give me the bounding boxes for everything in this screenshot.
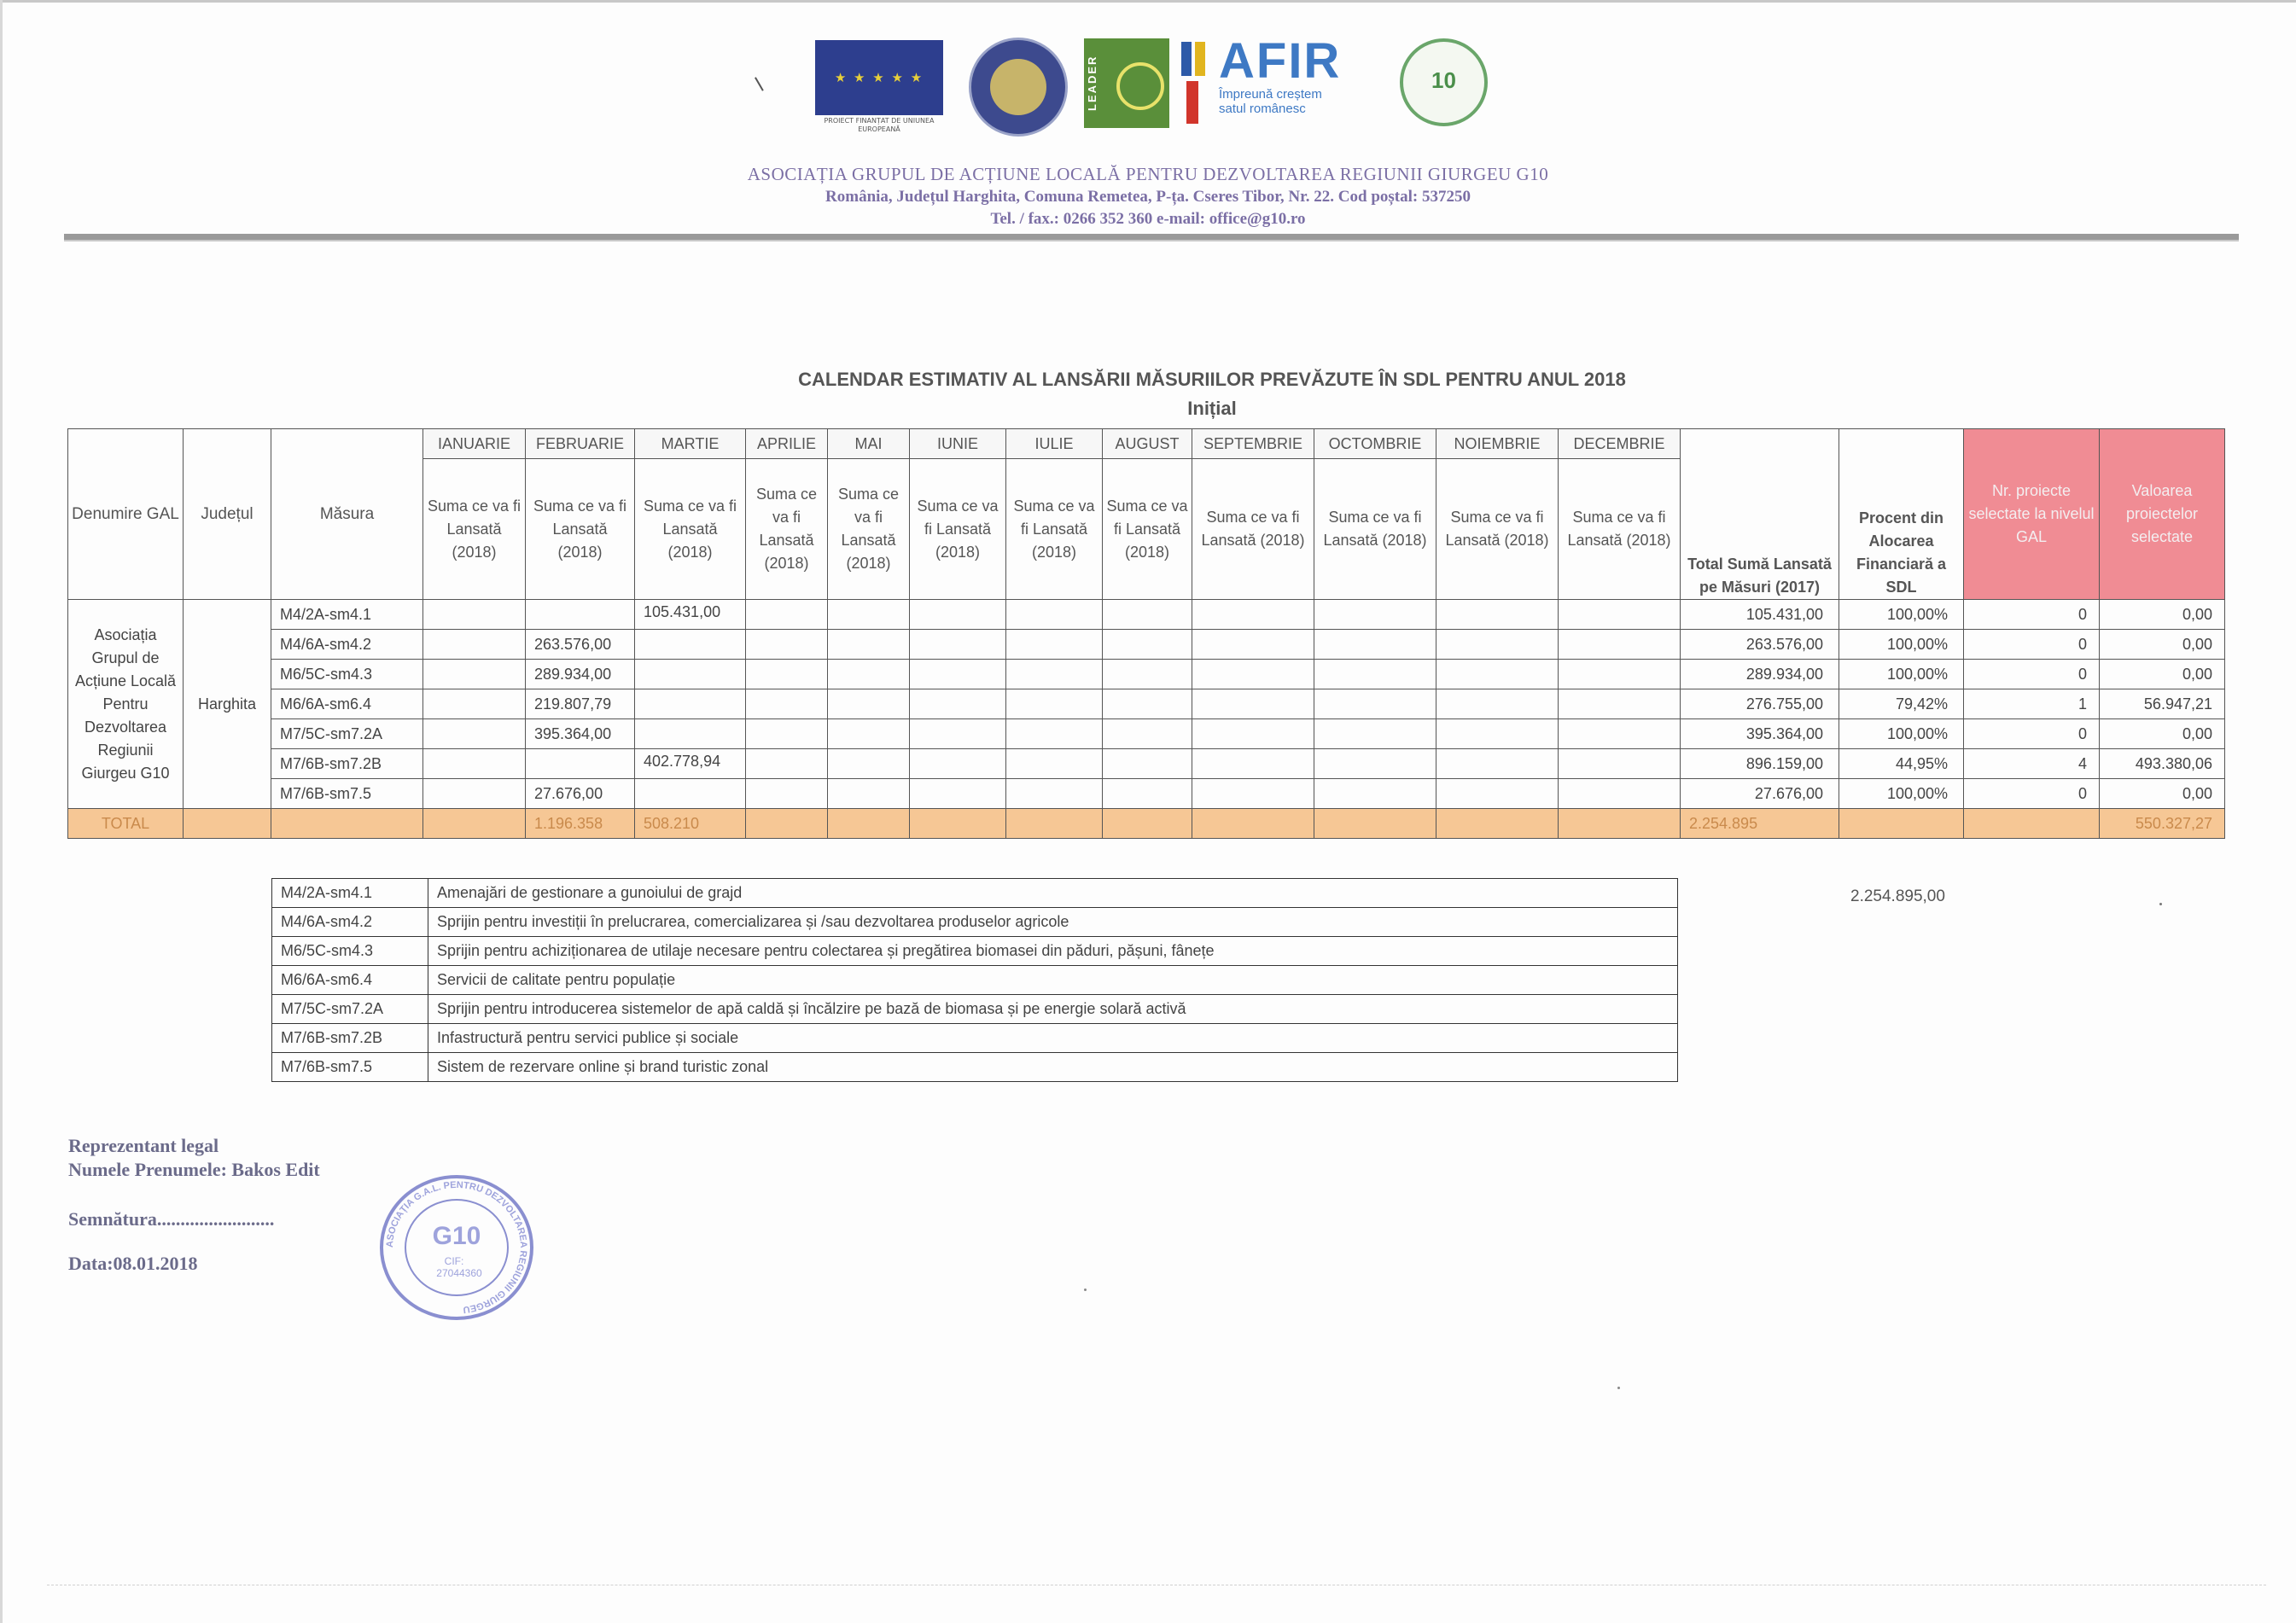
legend-code: M6/6A-sm6.4	[272, 966, 428, 995]
total-cell: 289.934,00	[1681, 660, 1839, 689]
legend-desc: Sprijin pentru investiții în prelucrarea, comercializarea și /sau dezvoltarea produselor agricole	[428, 908, 1678, 937]
table-row	[68, 749, 2225, 779]
legend-desc: Servicii de calitate pentru populație	[428, 966, 1678, 995]
eu-stars-icon: ★ ★ ★ ★ ★	[834, 70, 924, 85]
legend-desc: Sprijin pentru introducerea sistemelor de apă caldă și încălzire pe bază de biomasa și pe energie solară activă	[428, 995, 1678, 1024]
valoare-cell: 493.380,06	[2100, 749, 2225, 779]
gal-name-cell: Asociația Grupul de Acțiune Locală Pentru Dezvoltarea Regiunii Giurgeu G10	[68, 600, 184, 809]
nr-cell: 0	[1964, 660, 2100, 689]
table-row	[68, 689, 2225, 719]
legend-code: M7/5C-sm7.2A	[272, 995, 428, 1024]
table-row	[68, 719, 2225, 749]
sum-header: Suma ce va fi Lansată (2018)	[526, 459, 635, 600]
mar-cell	[635, 719, 746, 749]
ian-cell	[423, 749, 526, 779]
valoare-cell: 0,00	[2100, 600, 2225, 630]
mar-cell	[635, 779, 746, 809]
g10-logo	[1400, 38, 1488, 126]
mar-cell	[635, 689, 746, 719]
eu-caption: PROIECT FINANȚAT DE UNIUNEA EUROPEANĂ	[824, 117, 935, 133]
feb-cell	[526, 600, 635, 630]
page-bottom-rule	[47, 1585, 2266, 1586]
romania-government-seal-logo	[969, 38, 1068, 137]
official-stamp-icon	[376, 1171, 538, 1324]
ian-cell	[423, 719, 526, 749]
legend-code: M7/6B-sm7.5	[272, 1053, 428, 1082]
col-header-valoare: Valoarea proiectelor selectate	[2100, 429, 2225, 600]
afir-slogan-line-2: satul românesc	[1219, 102, 1306, 116]
nr-cell: 0	[1964, 779, 2100, 809]
signature-line: Semnătura.........................	[68, 1208, 275, 1230]
month-header: IULIE	[1006, 429, 1103, 459]
masura-cell: M7/5C-sm7.2A	[271, 719, 423, 749]
sum-header: Suma ce va fi Lansată (2018)	[910, 459, 1006, 600]
document-subtitle: Inițial	[1187, 398, 1237, 419]
masura-cell: M6/5C-sm4.3	[271, 660, 423, 689]
legend-desc: Sprijin pentru achiziționarea de utilaje necesare pentru colectarea și pregătirea biomasei din păduri, pășuni, fânețe	[428, 937, 1678, 966]
sum-header: Suma ce va fi Lansată (2018)	[1436, 459, 1559, 600]
sum-header: Suma ce va fi Lansată (2018)	[1006, 459, 1103, 600]
g10-logo-label: 10	[1431, 67, 1456, 93]
nr-cell: 0	[1964, 719, 2100, 749]
ian-cell	[423, 689, 526, 719]
valoare-cell: 56.947,21	[2100, 689, 2225, 719]
legend-row	[272, 995, 1678, 1024]
valoare-cell: 0,00	[2100, 660, 2225, 689]
col-header-judet: Județul	[184, 429, 271, 600]
total-sum: 2.254.895	[1681, 809, 1839, 839]
month-header: OCTOMBRIE	[1314, 429, 1436, 459]
month-header: IANUARIE	[423, 429, 526, 459]
mar-cell: 402.778,94	[635, 749, 746, 779]
month-header: FEBRUARIE	[526, 429, 635, 459]
ian-cell	[423, 600, 526, 630]
document-title: CALENDAR ESTIMATIV AL LANSĂRII MĂSURIILOR PREVĂZUTE ÎN SDL PENTRU ANUL 2018	[798, 369, 1626, 390]
sum-header: Suma ce va fi Lansată (2018)	[423, 459, 526, 600]
leader-label: LEADER	[1086, 55, 1098, 112]
procent-cell: 100,00%	[1839, 779, 1964, 809]
month-header: NOIEMBRIE	[1436, 429, 1559, 459]
col-header-gal: Denumire GAL	[68, 429, 184, 600]
total-feb: 1.196.358	[526, 809, 635, 839]
legend-desc: Amenajări de gestionare a gunoiului de grajd	[428, 879, 1678, 908]
grand-total: 2.254.895,00	[1850, 887, 1945, 905]
total-label: TOTAL	[68, 809, 184, 839]
valoare-cell: 0,00	[2100, 719, 2225, 749]
sum-header: Suma ce va fi Lansată (2018)	[828, 459, 910, 600]
valoare-cell: 0,00	[2100, 630, 2225, 660]
mar-cell	[635, 630, 746, 660]
procent-cell: 100,00%	[1839, 660, 1964, 689]
legend-code: M7/6B-sm7.2B	[272, 1024, 428, 1053]
scan-speck	[1617, 1387, 1620, 1389]
org-name: ASOCIAȚIA GRUPUL DE ACȚIUNE LOCALĂ PENTRU DEZVOLTAREA REGIUNII GIURGEU G10	[747, 164, 1549, 184]
legal-representative-label: Reprezentant legal	[68, 1135, 219, 1156]
feb-cell: 395.364,00	[526, 719, 635, 749]
masura-cell: M7/6B-sm7.5	[271, 779, 423, 809]
header-row-months	[68, 429, 2225, 459]
sum-header: Suma ce va fi Lansată (2018)	[746, 459, 828, 600]
valoare-cell: 0,00	[2100, 779, 2225, 809]
masura-cell: M4/6A-sm4.2	[271, 630, 423, 660]
procent-cell: 79,42%	[1839, 689, 1964, 719]
feb-cell: 219.807,79	[526, 689, 635, 719]
procent-cell: 44,95%	[1839, 749, 1964, 779]
month-header: DECEMBRIE	[1559, 429, 1681, 459]
ian-cell	[423, 630, 526, 660]
table-row	[68, 779, 2225, 809]
legend-desc: Sistem de rezervare online și brand turistic zonal	[428, 1053, 1678, 1082]
month-header: SEPTEMBRIE	[1192, 429, 1314, 459]
nr-cell: 1	[1964, 689, 2100, 719]
sum-header: Suma ce va fi Lansată (2018)	[1559, 459, 1681, 600]
nr-cell: 0	[1964, 630, 2100, 660]
header-divider	[64, 234, 2239, 241]
legend-row	[272, 908, 1678, 937]
feb-cell	[526, 749, 635, 779]
ian-cell	[423, 660, 526, 689]
total-cell: 276.755,00	[1681, 689, 1839, 719]
sum-header: Suma ce va fi Lansată (2018)	[1192, 459, 1314, 600]
nr-cell: 0	[1964, 600, 2100, 630]
mar-cell: 105.431,00	[635, 600, 746, 630]
total-cell: 263.576,00	[1681, 630, 1839, 660]
legend-row	[272, 1053, 1678, 1082]
month-header: MARTIE	[635, 429, 746, 459]
ian-cell	[423, 779, 526, 809]
total-cell: 27.676,00	[1681, 779, 1839, 809]
pen-mark	[755, 74, 768, 91]
legend-code: M6/5C-sm4.3	[272, 937, 428, 966]
total-mar: 508.210	[635, 809, 746, 839]
masura-cell: M7/6B-sm7.2B	[271, 749, 423, 779]
representative-name: Numele Prenumele: Bakos Edit	[68, 1159, 320, 1180]
stamp-ring-text: ASOCIAȚIA G.A.L. PENTRU DEZVOLTAREA REGIUNII GIURGEU	[384, 1179, 529, 1315]
total-cell: 896.159,00	[1681, 749, 1839, 779]
procent-cell: 100,00%	[1839, 600, 1964, 630]
eu-flag-logo	[815, 40, 943, 115]
stamp-center: G10	[432, 1222, 481, 1250]
month-header: APRILIE	[746, 429, 828, 459]
sum-header: Suma ce va fi Lansată (2018)	[1103, 459, 1192, 600]
afir-emblem-icon	[1178, 38, 1212, 128]
stamp-cif: 27044360	[436, 1267, 482, 1279]
afir-slogan	[1219, 87, 1322, 116]
launch-calendar-table	[67, 428, 2225, 839]
leader-logo	[1084, 38, 1169, 128]
procent-cell: 100,00%	[1839, 630, 1964, 660]
legend-code: M4/2A-sm4.1	[272, 879, 428, 908]
table-row	[68, 630, 2225, 660]
total-cell: 395.364,00	[1681, 719, 1839, 749]
total-cell: 105.431,00	[1681, 600, 1839, 630]
mar-cell	[635, 660, 746, 689]
legend-desc: Infastructură pentru servici publice și sociale	[428, 1024, 1678, 1053]
total-valoare: 550.327,27	[2100, 809, 2225, 839]
org-address: România, Județul Harghita, Comuna Remetea, P-ța. Cseres Tibor, Nr. 22. Cod poștal: 537250	[825, 188, 1471, 206]
sum-header: Suma ce va fi Lansată (2018)	[635, 459, 746, 600]
masura-cell: M6/6A-sm6.4	[271, 689, 423, 719]
table-row	[68, 660, 2225, 689]
page-border	[0, 0, 2296, 3]
feb-cell: 27.676,00	[526, 779, 635, 809]
judet-cell: Harghita	[184, 600, 271, 809]
stamp-cif-label: CIF:	[444, 1255, 464, 1267]
signature-date: Data:08.01.2018	[68, 1253, 198, 1274]
scan-speck	[1084, 1289, 1087, 1291]
total-row	[68, 809, 2225, 839]
col-header-procent: Procent din Alocarea Financiară a SDL	[1839, 429, 1964, 600]
masura-cell: M4/2A-sm4.1	[271, 600, 423, 630]
measures-legend-table	[271, 878, 1678, 1082]
table-row	[68, 600, 2225, 630]
month-header: AUGUST	[1103, 429, 1192, 459]
col-header-total: Total Sumă Lansată pe Măsuri (2017)	[1681, 429, 1839, 600]
afir-slogan-line-1: Împreună creștem	[1219, 87, 1322, 102]
legend-row	[272, 937, 1678, 966]
page-border-left	[0, 0, 3, 1623]
header-logos	[811, 33, 1494, 133]
col-header-masura: Măsura	[271, 429, 423, 600]
legend-row	[272, 1024, 1678, 1053]
month-header: MAI	[828, 429, 910, 459]
scan-speck	[2159, 903, 2162, 905]
nr-cell: 4	[1964, 749, 2100, 779]
afir-logo-title: AFIR	[1219, 33, 1342, 89]
legend-code: M4/6A-sm4.2	[272, 908, 428, 937]
org-contact: Tel. / fax.: 0266 352 360 e-mail: office@g10.ro	[990, 210, 1306, 228]
legend-row	[272, 966, 1678, 995]
feb-cell: 263.576,00	[526, 630, 635, 660]
col-header-nr-proiecte: Nr. proiecte selectate la nivelul GAL	[1964, 429, 2100, 600]
procent-cell: 100,00%	[1839, 719, 1964, 749]
month-header: IUNIE	[910, 429, 1006, 459]
sum-header: Suma ce va fi Lansată (2018)	[1314, 459, 1436, 600]
feb-cell: 289.934,00	[526, 660, 635, 689]
legend-row	[272, 879, 1678, 908]
